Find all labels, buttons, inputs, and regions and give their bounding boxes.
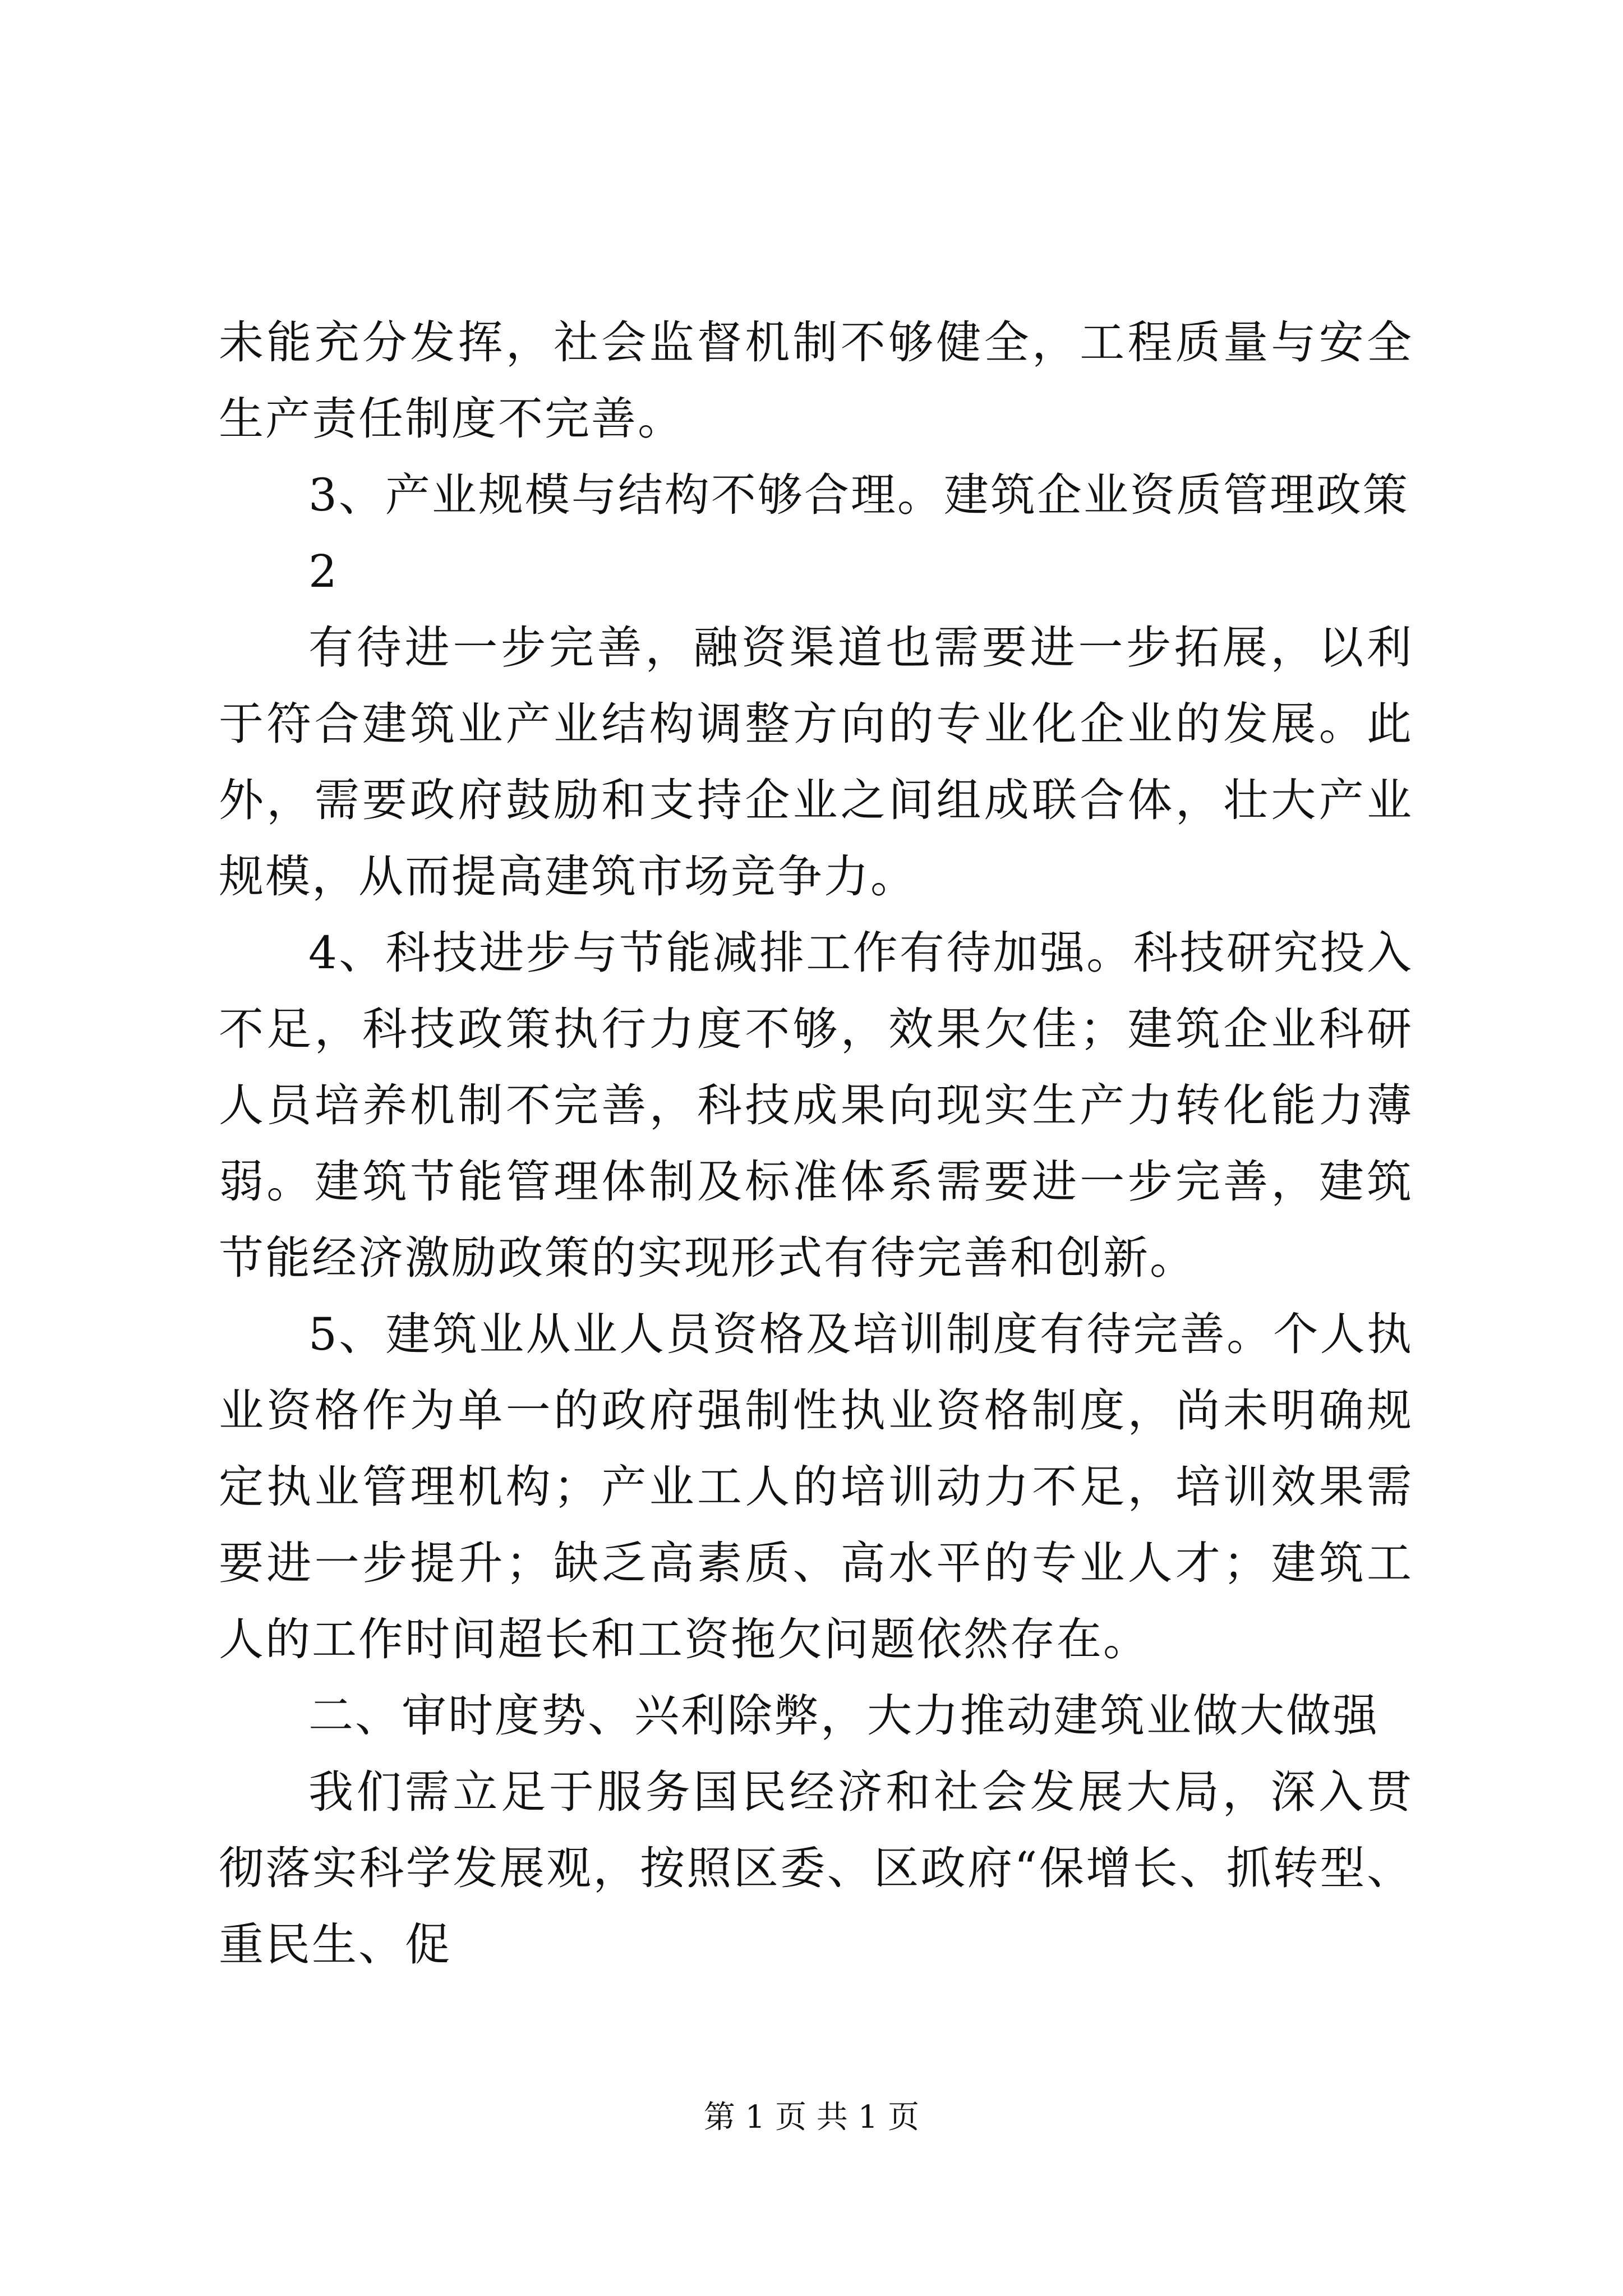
paragraph-item-3: 3、产业规模与结构不够合理。建筑企业资质管理政策 xyxy=(308,469,1409,521)
page-break-number: 2 xyxy=(308,545,339,597)
paragraph-item-4: 4、科技进步与节能减排工作有待加强。科技研究投入不足，科技政策执行力度不够，效果欠佳；建筑企业科研人员培养机制不完善，科技成果向现实生产力转化能力薄弱。建筑节能管理体制及标准体系需要进一步完善，建筑节能经济激励政策的实现形式有待完善和创新。 xyxy=(219,927,1413,1284)
page-footer: 第 1 页 共 1 页 xyxy=(703,2099,920,2136)
paragraph-section-2-intro: 我们需立足于服务国民经济和社会发展大局，深入贯彻落实科学发展观，按照区委、区政府“保增长、抓转型、重民生、促 xyxy=(219,1766,1413,1971)
paragraph-item-5: 5、建筑业从业人员资格及培训制度有待完善。个人执业资格作为单一的政府强制性执业资格制度，尚未明确规定执业管理机构；产业工人的培训动力不足，培训效果需要进一步提升；缺乏高素质、高水平的专业人才；建筑工人的工作时间超长和工资拖欠问题依然存在。 xyxy=(219,1308,1413,1665)
paragraph-continuation: 未能充分发挥，社会监督机制不够健全，工程质量与安全生产责任制度不完善。 xyxy=(219,316,1413,445)
section-heading-2: 二、审时度势、兴利除弊，大力推动建筑业做大做强 xyxy=(308,1690,1379,1742)
document-body xyxy=(219,305,1413,1983)
paragraph-item-3-continued: 有待进一步完善，融资渠道也需要进一步拓展，以利于符合建筑业产业结构调整方向的专业化企业的发展。此外，需要政府鼓励和支持企业之间组成联合体，壮大产业规模，从而提高建筑市场竞争力。 xyxy=(219,622,1413,903)
